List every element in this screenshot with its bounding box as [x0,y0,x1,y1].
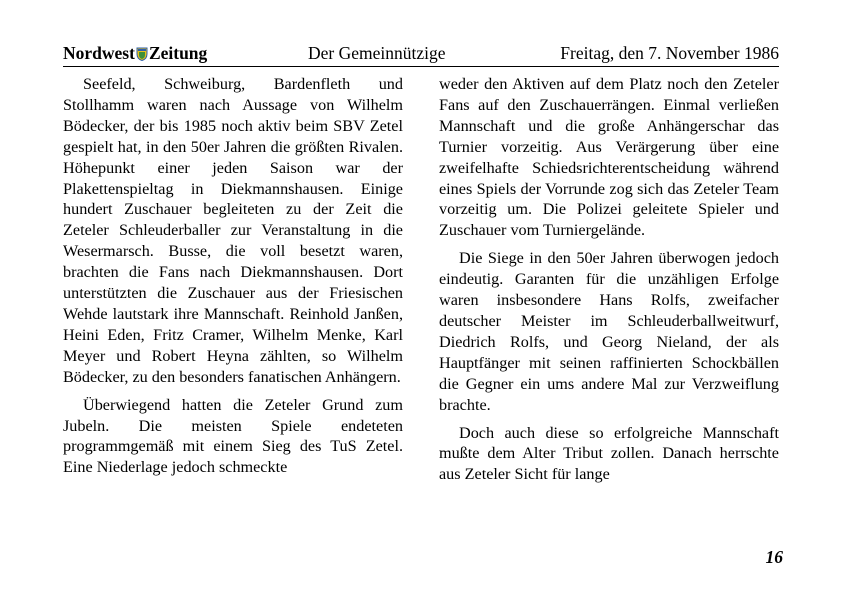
page-number: 16 [765,547,783,567]
brand-right: Zeitung [148,43,208,63]
newspaper-logo [63,42,207,64]
section-title: Der Gemeinnützige [308,43,446,63]
paragraph: Seefeld, Schweiburg, Bardenfleth und Stollhamm waren nach Aussage von Wilhelm Bödecker, der bis 1985 noch aktiv beim SBV Zetel gespielt hat, in den 50er Jahren die größten Rivalen. Höhepunkt einer jeden Saison war der Plakettenspieltag in Diekmannshausen. Einige hundert Zuschauer begleiteten zu der Zeit die Zeteler Schleuderballer zur Veranstaltung in die Wesermarsch. Busse, die voll besetzt waren, brachten die Fans nach Diekmannshausen. Dort unterstützten die Zuschauer aus der Friesischen Wehde lautstark ihre Mannschaft. Reinhold Janßen, Heini Eden, Fritz Cramer, Wilhelm Menke, Karl Meyer und Robert Heyna zählten, so Wilhelm Bödecker, zu den besonders fanatischen Anhängern. [63,75,403,386]
paragraph: weder den Aktiven auf dem Platz noch den Zeteler Fans auf den Zuschauerrängen. Einmal verließen Mannschaft und die große Anhängerschar das Turnier vorzeitig. Aus Verärgerung über eine zweifelhafte Schiedsrichterentscheidung während eines Spiels der Vorrunde zog sich das Zeteler Team vorzeitig um. Die Polizei geleitete Spieler und Zuschauer vom Turniergelände. [439,75,779,240]
shield-icon [136,47,148,61]
issue-date: Freitag, den 7. November 1986 [560,43,779,63]
page-header [63,42,779,67]
column-right [439,74,779,485]
paragraph: Die Siege in den 50er Jahren überwogen jedoch eindeutig. Garanten für die unzähligen Erfolge waren insbesondere Hans Rolfs, zweifacher deutscher Meister im Schleuderballweitwurf, Diedrich Rolfs, und Georg Nieland, der als Hauptfänger mit seinen raffinierten Schockbällen die Gegner ein ums andere Mal zur Verzweiflung brachte. [439,249,779,414]
brand-left: Nordwest [63,43,135,63]
paragraph: Überwiegend hatten die Zeteler Grund zum Jubeln. Die meisten Spiele endeteten programmgemäß mit einem Sieg des TuS Zetel. Eine Niederlage jedoch schmeckte [63,395,403,477]
column-left [63,74,403,478]
paragraph: Doch auch diese so erfolgreiche Mannschaft mußte dem Alter Tribut zollen. Danach herrschte aus Zeteler Sicht für lange [439,423,779,484]
